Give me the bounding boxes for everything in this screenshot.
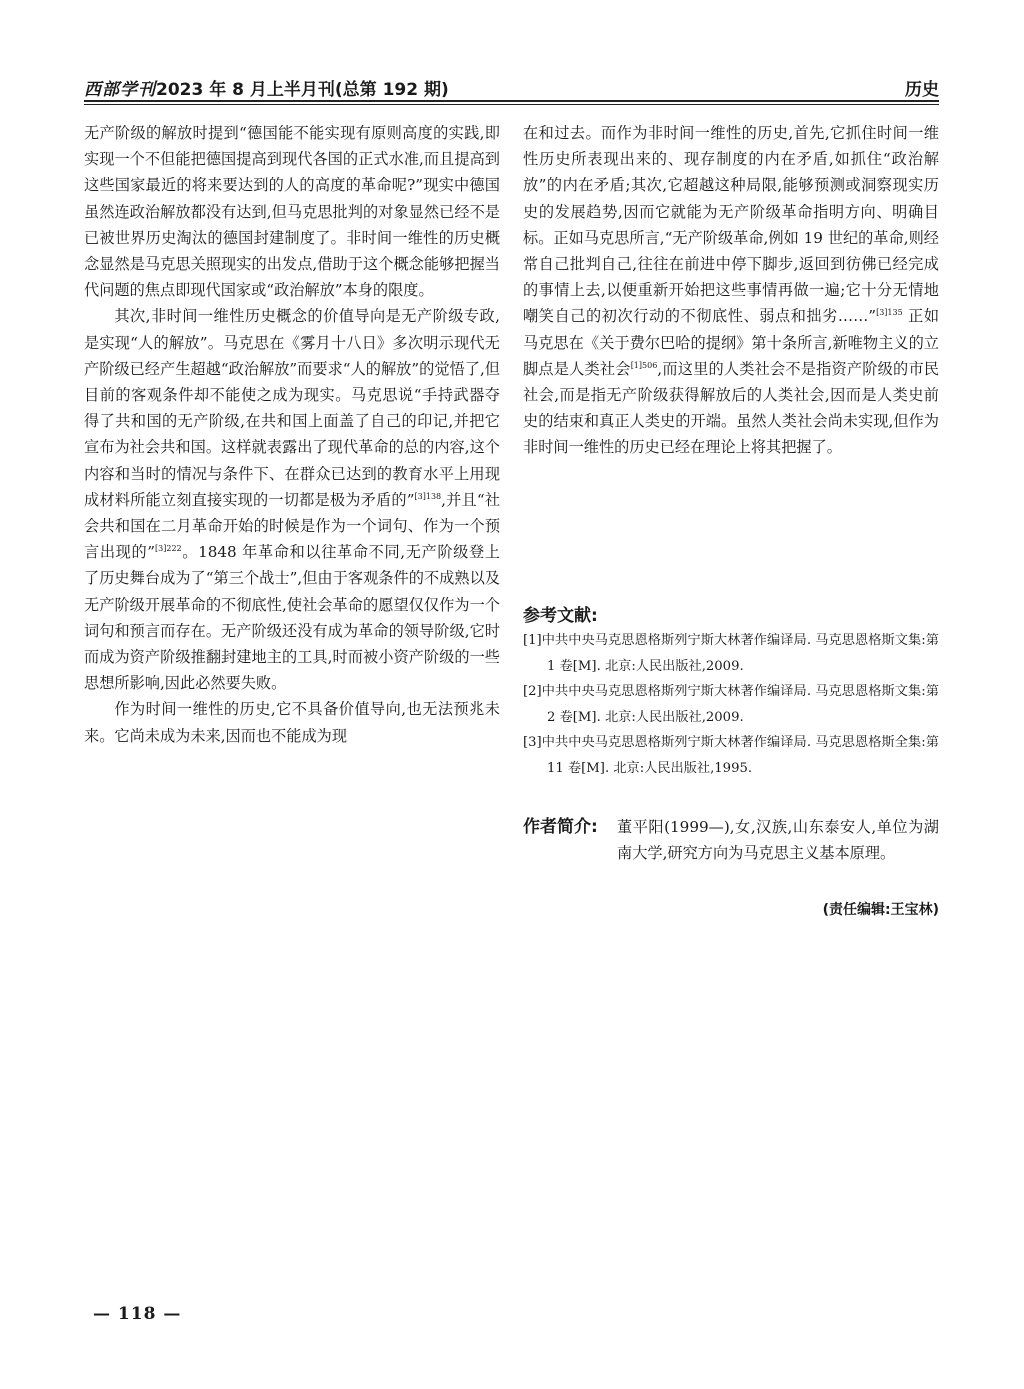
citation: [3]138: [414, 491, 442, 501]
references-list: [523, 628, 939, 781]
paragraph-text: ,而这里的人类社会不是指资产阶级的市民社会,而是指无产阶级获得解放后的人类社会,因而是人类史前史的结束和真正人类史的开端。虽然人类社会尚未实现,但作为非时间一维性的历史已经在理论上将其把握了。: [523, 359, 940, 457]
responsible-editor: (责任编辑:王宝林): [822, 902, 939, 918]
author-bio-text: 董平阳(1999—),女,汉族,山东泰安人,单位为湖南大学,研究方向为马克思主义基本原理。: [617, 818, 939, 863]
paragraph: 作为时间一维性的历史,它不具备价值导向,也无法预兆未来。它尚未成为未来,因而也不能成为现: [84, 700, 500, 745]
paragraph: [523, 120, 939, 461]
paragraph-text: 。1848 年革命和以往革命不同,无产阶级登上了历史舞台成为了“第三个战士”,但由于客观条件的不成熟以及无产阶级开展革命的不彻底性,使社会革命的愿望仅仅作为一个词句和预言而存在。无产阶级还没有成为革命的领导阶级,它时而成为资产阶级推翻封建地主的工具,时而被小资产阶级的一些思想所影响,因此必然要失败。: [84, 543, 500, 693]
issue-info: 2023 年 8 月上半月刊(总第 192 期): [156, 80, 449, 100]
citation: [3]135: [876, 308, 903, 318]
paragraph: [84, 303, 500, 696]
reference-item: [1]中共中央马克思恩格斯列宁斯大林著作编译局. 马克思恩格斯文集:第 1 卷[M]. 北京:人民出版社,2009.: [523, 633, 939, 674]
paragraph: 无产阶级的解放时提到“德国能不能实现有原则高度的实践,即实现一个不但能把德国提高到现代各国的正式水准,而且提高到这些国家最近的将来要达到的人的高度的革命呢?”现实中德国虽然连政治解放都没有达到,但马克思批判的对象显然已经不是已被世界历史淘汰的德国封建制度了。非时间一维性的历史概念显然是马克思关照现实的出发点,借助于这个概念能够把握当代问题的焦点即现代国家或“政治解放”本身的限度。: [84, 124, 500, 300]
paragraph-text: 其次,非时间一维性历史概念的价值导向是无产阶级专政,是实现“人的解放”。马克思在《雾月十八日》多次明示现代无产阶级已经产生超越“政治解放”而要求“人的解放”的觉悟了,但目前的客观条件却不能使之成为现实。马克思说“手持武器夺得了共和国的无产阶级,在共和国上面盖了自己的印记,并把它宣布为社会共和国。这样就表露出了现代革命的总的内容,这个内容和当时的情况与条件下、在群众已达到的教育水平上用现成材料所能立刻直接实现的一切都是极为矛盾的”: [84, 307, 500, 509]
page-header: [84, 72, 939, 102]
paragraph-text: 在和过去。而作为非时间一维性的历史,首先,它抓住时间一维性历史所表现出来的、现存制度的内在矛盾,如抓住“政治解放”的内在矛盾;其次,它超越这种局限,能够预测或洞察现实历史的发展趋势,因而它就能为无产阶级革命指明方向、明确目标。正如马克思所言,“无产阶级革命,例如 19 世纪的革命,则经常自己批判自己,往往在前进中停下脚步,返回到彷佛已经完成的事情上去,以便重新开始把这些事情再做一遍;它十分无情地嘲笑自己的初次行动的不彻底性、弱点和拙劣……”: [523, 124, 939, 326]
paragraph-text: 正如马克思在《关于费尔巴哈的提纲》第十条所言,新唯物主义的立脚点是人类社会: [523, 307, 940, 378]
journal-issue-line: [84, 75, 449, 100]
author-bio: [523, 814, 939, 866]
citation: [1]506: [630, 360, 658, 370]
reference-item: [2]中共中央马克思恩格斯列宁斯大林著作编译局. 马克思恩格斯文集:第 2 卷[M]. 北京:人民出版社,2009.: [523, 684, 939, 725]
author-bio-label: 作者简介:: [523, 817, 598, 837]
right-column: [523, 120, 939, 461]
section-name: 历史: [905, 80, 939, 100]
journal-logo: 西部学刊: [84, 80, 156, 100]
left-column: [84, 120, 500, 749]
citation: [3]222: [155, 544, 182, 554]
header-rule: [84, 100, 939, 102]
reference-item: [3]中共中央马克思恩格斯列宁斯大林著作编译局. 马克思恩格斯全集:第 11 卷[M]. 北京:人民出版社,1995.: [523, 735, 939, 776]
paragraph-text: ,并且“社会共和国在二月革命开始的时候是作为一个词句、作为一个预言出现的”: [84, 490, 501, 562]
references-title: 参考文献:: [523, 606, 598, 626]
header-rule-thin: [84, 104, 939, 105]
page-number: — 118 —: [93, 1304, 182, 1324]
